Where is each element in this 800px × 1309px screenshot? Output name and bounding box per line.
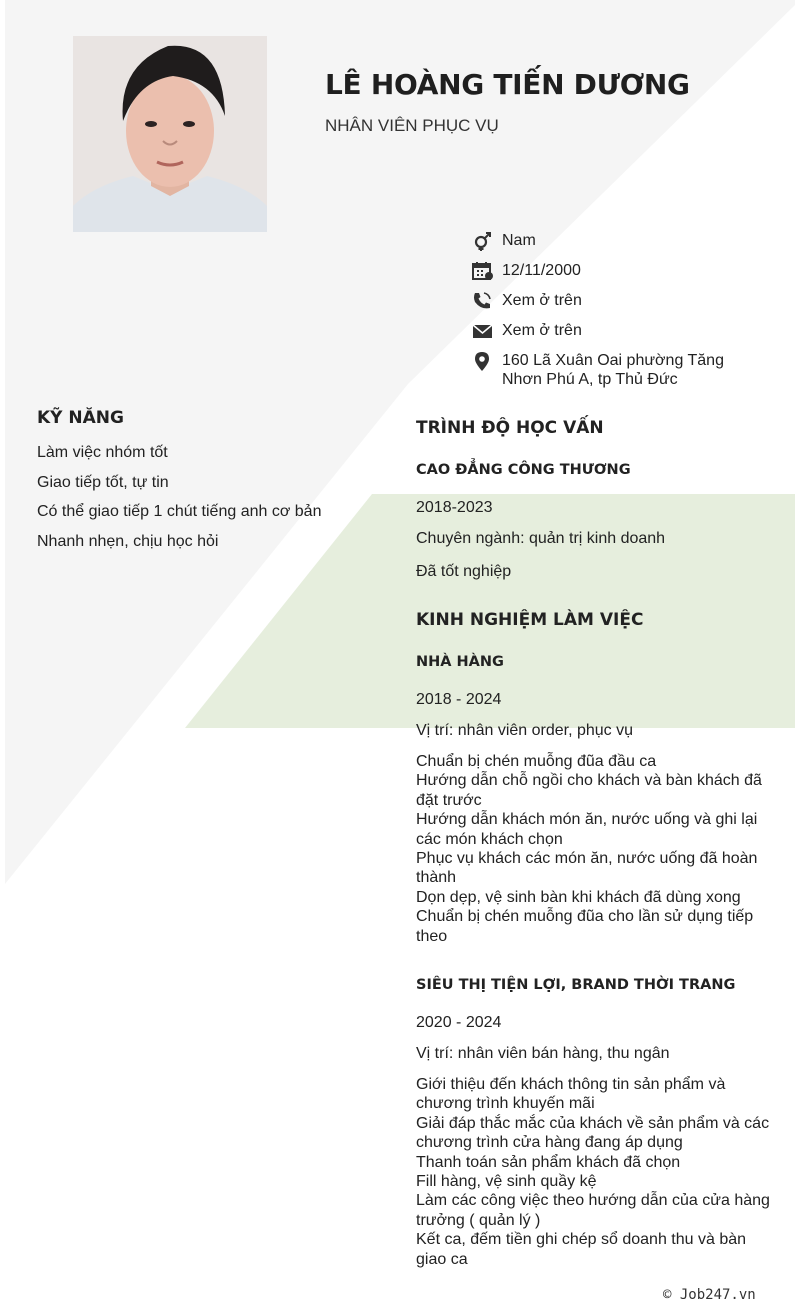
duty-line: Phục vụ khách các món ăn, nước uống đã hoàn	[416, 850, 758, 868]
candidate-name: LÊ HOÀNG TIẾN DƯƠNG	[325, 68, 690, 101]
duty-line: chương trình khuyến mãi	[416, 1095, 595, 1113]
duty-line: Chuẩn bị chén muỗng đũa đầu ca	[416, 753, 657, 770]
job-position: Vị trí: nhân viên order, phục vụ	[416, 722, 634, 739]
duty-line: Giải đáp thắc mắc của khách về sản phẩm và các	[416, 1114, 770, 1132]
duty-line: Làm các công việc theo hướng dẫn của cửa hàng	[416, 1192, 770, 1210]
duty-line: Hướng dẫn chỗ ngồi cho khách và bàn khách đã	[416, 772, 762, 790]
contact-birthday	[472, 261, 772, 281]
contact-info	[472, 231, 772, 399]
job-position: Vị trí: nhân viên bán hàng, thu ngân	[416, 1045, 670, 1062]
education-status: Đã tốt nghiệp	[416, 563, 512, 580]
address-line1: 160 Lã Xuân Oai phường Tăng	[502, 352, 724, 369]
gender-value: Nam	[502, 232, 536, 249]
duty-line: theo	[416, 927, 448, 945]
profile-photo	[73, 36, 267, 232]
job-company: SIÊU THỊ TIỆN LỢI, BRAND THỜI TRANG	[416, 977, 736, 993]
experience-heading: KINH NGHIỆM LÀM VIỆC	[416, 610, 644, 630]
job-period: 2020 - 2024	[416, 1014, 502, 1031]
skill-item: Nhanh nhẹn, chịu học hỏi	[37, 532, 219, 550]
job-duties	[416, 1075, 771, 1269]
email-value: Xem ở trên	[502, 322, 582, 339]
skill-item: Làm việc nhóm tốt	[37, 444, 168, 461]
job-duties	[416, 752, 771, 946]
duty-line: giao ca	[416, 1250, 468, 1268]
skills-heading: KỸ NĂNG	[37, 408, 124, 428]
duty-line: Thanh toán sản phẩm khách đã chọn	[416, 1153, 681, 1171]
duty-line: Dọn dẹp, vệ sinh bàn khi khách đã dùng xong	[416, 888, 741, 906]
location-pin-icon	[472, 351, 494, 371]
duty-line: Hướng dẫn khách món ăn, nước uống và ghi lại	[416, 811, 758, 829]
skill-item: Giao tiếp tốt, tự tin	[37, 473, 169, 491]
skill-item: Có thể giao tiếp 1 chút tiếng anh cơ bản	[37, 503, 322, 520]
duty-line: chương trình cửa hàng đang áp dụng	[416, 1134, 683, 1152]
phone-icon	[472, 291, 494, 311]
calendar-icon	[472, 261, 494, 281]
education-major: Chuyên ngành: quản trị kinh doanh	[416, 530, 666, 547]
job-company: NHÀ HÀNG	[416, 654, 504, 670]
duty-line: Giới thiệu đến khách thông tin sản phẩm và	[416, 1076, 726, 1093]
duty-line: đặt trước	[416, 791, 482, 809]
job-title: NHÂN VIÊN PHỤC VỤ	[325, 116, 499, 135]
phone-value: Xem ở trên	[502, 292, 582, 309]
duty-line: trưởng ( quản lý )	[416, 1211, 541, 1229]
footer-credit: © Job247.vn	[663, 1287, 756, 1303]
contact-address	[472, 351, 772, 389]
duty-line: các món khách chọn	[416, 830, 563, 848]
email-icon	[472, 321, 494, 341]
address-line2: Nhơn Phú A, tp Thủ Đức	[502, 371, 678, 388]
contact-phone	[472, 291, 772, 311]
duty-line: Chuẩn bị chén muỗng đũa cho lần sử dụng tiếp	[416, 908, 754, 926]
education-years: 2018-2023	[416, 499, 493, 516]
duty-line: Fill hàng, vệ sinh quầy kệ	[416, 1173, 597, 1191]
contact-email	[472, 321, 772, 341]
education-heading: TRÌNH ĐỘ HỌC VẤN	[416, 418, 604, 438]
gender-icon	[472, 231, 494, 251]
education-school: CAO ĐẲNG CÔNG THƯƠNG	[416, 462, 631, 478]
duty-line: Kết ca, đếm tiền ghi chép sổ doanh thu và bàn	[416, 1231, 747, 1249]
contact-gender	[472, 231, 772, 251]
birthday-value: 12/11/2000	[502, 262, 581, 279]
duty-line: thành	[416, 869, 457, 887]
skills-list	[37, 444, 321, 562]
job-period: 2018 - 2024	[416, 691, 502, 708]
